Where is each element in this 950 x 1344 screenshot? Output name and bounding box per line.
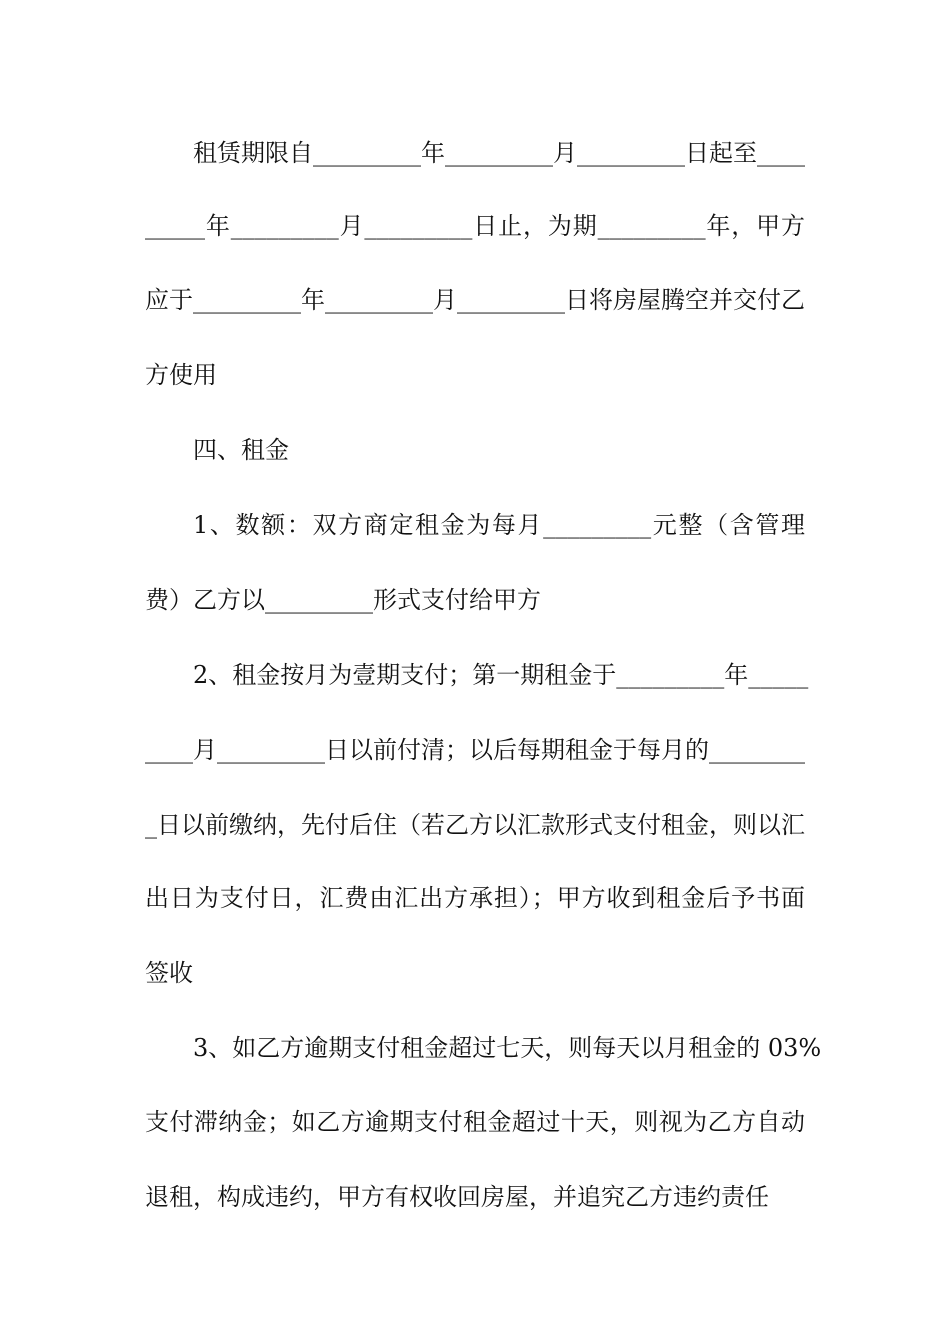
- paragraph-line: 支付滞纳金；如乙方逾期支付租金超过十天，则视为乙方自动: [145, 1108, 805, 1136]
- paragraph-line-late-payment: 3、如乙方逾期支付租金超过七天，则每天以月租金的 03%: [193, 1034, 822, 1062]
- paragraph-line: 应于_________年_________月_________日将房屋腾空并交付乙: [145, 286, 805, 314]
- paragraph-line-lease-term: 租赁期限自_________年_________月_________日起至____: [193, 139, 805, 167]
- paragraph-line-payment-schedule: 2、租金按月为壹期支付；第一期租金于_________年_____: [193, 661, 809, 689]
- paragraph-line-rent-amount: 1、数额：双方商定租金为每月_________元整（含管理: [193, 511, 805, 539]
- paragraph-line: _日以前缴纳，先付后住（若乙方以汇款形式支付租金，则以汇: [145, 811, 805, 839]
- paragraph-line: 方使用: [145, 361, 217, 389]
- paragraph-line: 出日为支付日，汇费由汇出方承担）；甲方收到租金后予书面: [145, 884, 805, 912]
- paragraph-line: _____年_________月_________日止，为期_________年，甲方: [145, 212, 805, 240]
- paragraph-line: ____月_________日以前付清；以后每期租金于每月的________: [145, 736, 805, 764]
- paragraph-line: 签收: [145, 959, 193, 987]
- paragraph-line: 费）乙方以_________形式支付给甲方: [145, 586, 541, 614]
- section-heading-rent: 四、租金: [193, 436, 289, 464]
- paragraph-line: 退租，构成违约，甲方有权收回房屋，并追究乙方违约责任: [145, 1183, 769, 1211]
